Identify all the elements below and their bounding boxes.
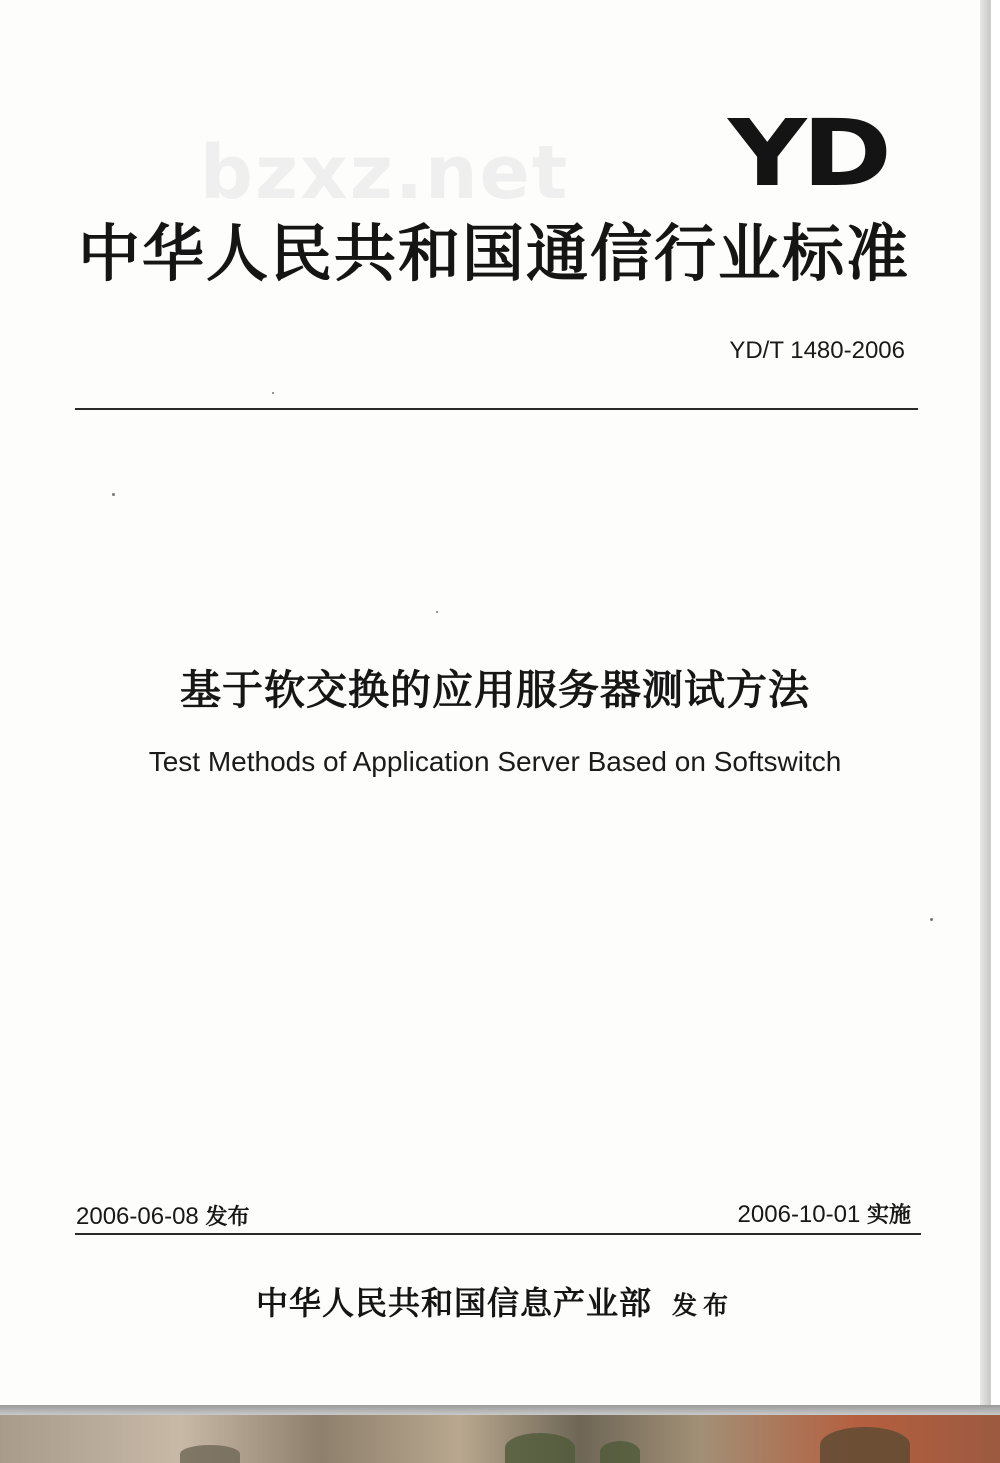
page-bottom-shadow — [0, 1405, 1000, 1415]
yd-logo: YD — [728, 100, 888, 207]
issue-date-value: 2006-06-08 — [76, 1203, 199, 1230]
issue-date-label: 发布 — [205, 1205, 250, 1230]
scan-speck — [436, 611, 438, 613]
background-photo-strip — [0, 1415, 1000, 1463]
standard-number: YD/T 1480-2006 — [729, 337, 905, 364]
tree-shape — [180, 1445, 240, 1463]
issue-date — [76, 1200, 249, 1231]
tree-shape — [505, 1433, 575, 1463]
scan-speck — [930, 918, 933, 921]
standard-category-heading: 中华人民共和国通信行业标准 — [78, 217, 911, 290]
tree-shape — [600, 1441, 640, 1463]
implementation-date — [738, 1198, 911, 1229]
implementation-date-label: 实施 — [866, 1203, 911, 1228]
issuing-authority — [0, 1278, 990, 1324]
document-title-chinese: 基于软交换的应用服务器测试方法 — [180, 666, 810, 714]
implementation-date-value: 2006-10-01 — [737, 1201, 861, 1228]
issuing-authority-label: 发布 — [672, 1291, 735, 1320]
top-divider — [75, 408, 918, 410]
issuing-authority-name: 中华人民共和国信息产业部 — [255, 1284, 652, 1322]
scan-speck — [272, 392, 274, 394]
watermark-text: bzxz.net — [200, 130, 570, 216]
document-title-english: Test Methods of Application Server Based on Softswitch — [148, 746, 842, 777]
bottom-divider — [75, 1233, 921, 1235]
scan-speck — [112, 493, 115, 496]
tree-shape — [820, 1427, 910, 1463]
